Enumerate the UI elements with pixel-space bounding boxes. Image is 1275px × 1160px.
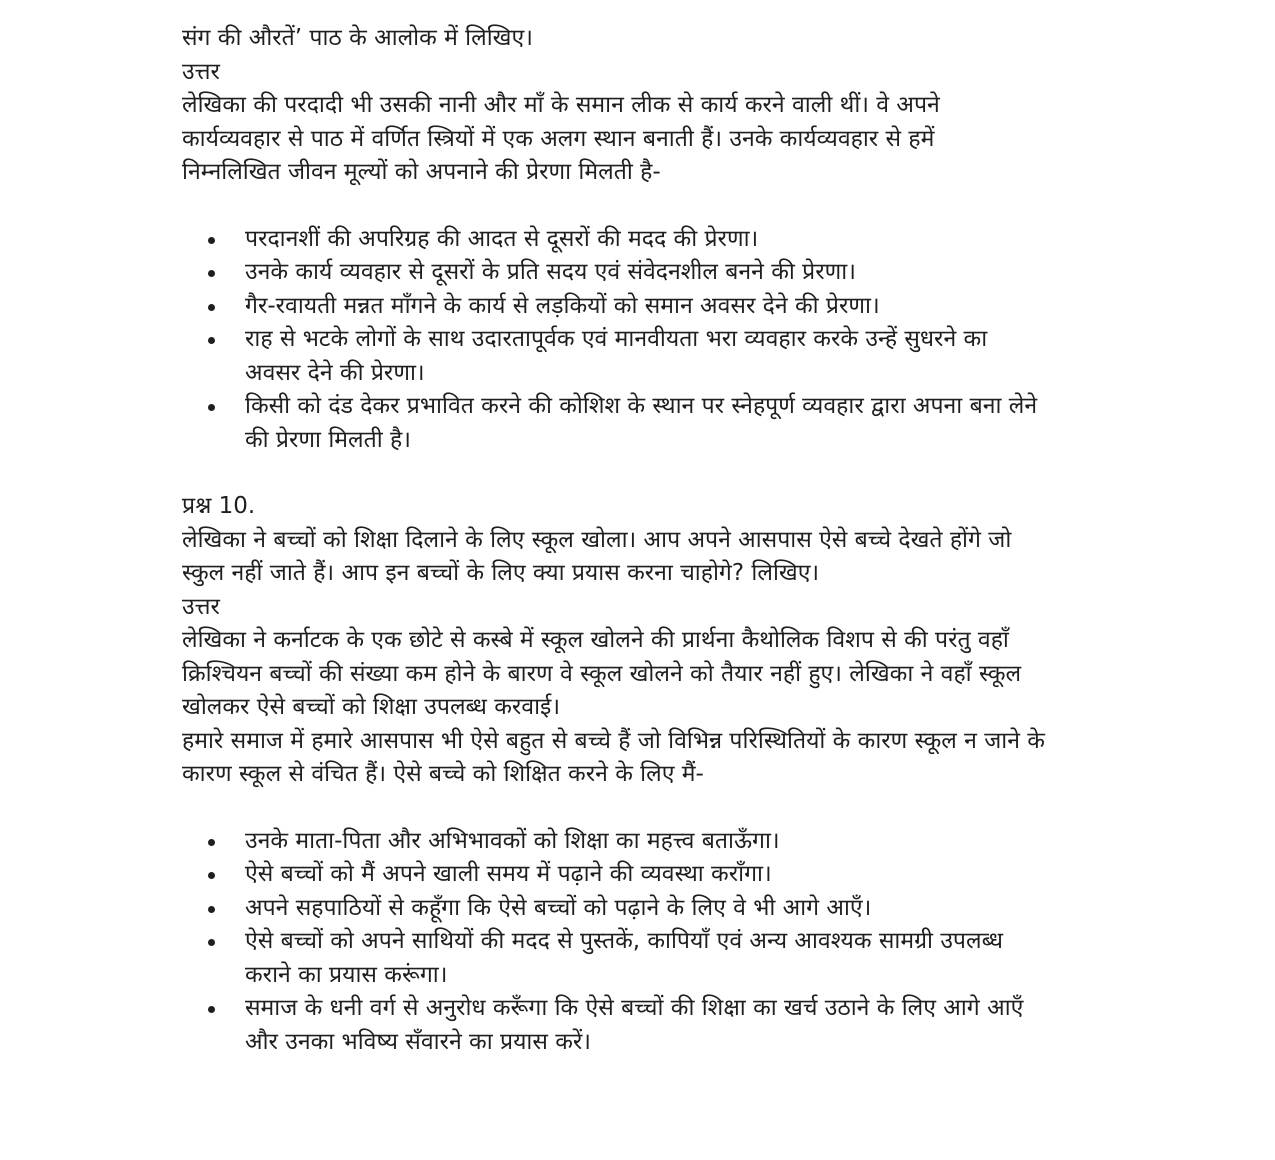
bullet-icon bbox=[208, 906, 215, 913]
bullet-icon bbox=[208, 270, 215, 277]
bullet-icon bbox=[208, 839, 215, 846]
list-item: अपने सहपाठियों से कहूँगा कि ऐसे बच्चों को पढ़ाने के लिए वे भी आगे आएँ। bbox=[182, 892, 1175, 926]
answer-paragraph bbox=[182, 89, 1182, 190]
question-line: स्कुल नहीं जाते हैं। आप इन बच्चों के लिए क्या प्रयास करना चाहोगे? लिखिए। bbox=[182, 560, 820, 586]
document-page bbox=[182, 22, 1182, 1059]
answer-line: कार्यव्यवहार से पाठ में वर्णित स्त्रियों में एक अलग स्थान बनाती हैं। उनके कार्यव्यवहार से हमें bbox=[182, 125, 935, 152]
answer-line: निम्नलिखित जीवन मूल्यों को अपनाने की प्रेरणा मिलती है- bbox=[182, 159, 661, 185]
answer-line: क्रिश्चियन बच्चों की संख्या कम होने के बारण वे स्कूल खोलने को तैयार नहीं हुए। लेखिका ने वहाँ स्कूल bbox=[182, 660, 1022, 687]
values-list bbox=[182, 223, 1182, 458]
answer-line: लेखिका की परदादी भी उसकी नानी और माँ के समान लीक से कार्य करने वाली थीं। वे अपने bbox=[182, 92, 940, 118]
bullet-icon bbox=[208, 404, 215, 411]
bullet-icon bbox=[208, 237, 215, 244]
list-item: राह से भटके लोगों के साथ उदारतापूर्वक एवं मानवीयता भरा व्यवहार करके उन्हें सुधरने का अवसर देने की प्रेरणा। bbox=[182, 323, 1175, 390]
list-item: समाज के धनी वर्ग से अनुरोध करूँगा कि ऐसे बच्चों की शिक्षा का खर्च उठाने के लिए आगे आएँ और उनका भविष्य सँवारने का प्रयास करें। bbox=[182, 992, 1175, 1059]
bullet-icon bbox=[208, 1006, 215, 1013]
bullet-icon bbox=[208, 304, 215, 311]
list-item: परदानशीं की अपरिग्रह की आदत से दूसरों की मदद की प्रेरणा। bbox=[182, 223, 1175, 257]
list-item: ऐसे बच्चों को मैं अपने खाली समय में पढ़ाने की व्यवस्था कराँगा। bbox=[182, 858, 1175, 892]
answer-paragraph bbox=[182, 624, 1182, 792]
bullet-icon bbox=[208, 939, 215, 946]
answer-line: खोलकर ऐसे बच्चों को शिक्षा उपलब्ध करवाई। bbox=[182, 694, 561, 720]
question-line: लेखिका ने बच्चों को शिक्षा दिलाने के लिए स्कूल खोला। आप अपने आसपास ऐसे बच्चे देखते होंगे जो bbox=[182, 526, 1012, 553]
answer-line: कारण स्कूल से वंचित हैं। ऐसे बच्चे को शिक्षित करने के लिए मैं- bbox=[182, 761, 704, 787]
answer-line: लेखिका ने कर्नाटक के एक छोटे से कस्बे में स्कूल खोलने की प्रार्थना कैथोलिक विशप से की परंतु वहाँ bbox=[182, 627, 1009, 653]
answer-label: उत्तर bbox=[182, 58, 220, 85]
list-item: उनके कार्य व्यवहार से दूसरों के प्रति सदय एवं संवेदनशील बनने की प्रेरणा। bbox=[182, 256, 1175, 290]
answer-line: हमारे समाज में हमारे आसपास भी ऐसे बहुत से बच्चे हैं जो विभिन्न परिस्थितियों के कारण स्कूल न जाने के bbox=[182, 727, 1045, 754]
list-item: किसी को दंड देकर प्रभावित करने की कोशिश के स्थान पर स्नेहपूर्ण व्यवहार द्वारा अपना बना लेने की प्रेरणा मिलती है। bbox=[182, 390, 1175, 457]
bullet-icon bbox=[208, 872, 215, 879]
answer-label: उत्तर bbox=[182, 593, 220, 620]
actions-list bbox=[182, 825, 1182, 1060]
bullet-icon bbox=[208, 337, 215, 344]
question-number: प्रश्न 10. bbox=[182, 493, 256, 519]
question-text bbox=[182, 524, 1182, 591]
list-item: उनके माता-पिता और अभिभावकों को शिक्षा का महत्त्व बताऊँगा। bbox=[182, 825, 1175, 859]
list-item: ऐसे बच्चों को अपने साथियों की मदद से पुस्तकें, कापियाँ एवं अन्य आवश्यक सामग्री उपलब्ध कराने का प्रयास करूंगा। bbox=[182, 925, 1175, 992]
list-item: गैर-रवायती मन्नत माँगने के कार्य से लड़कियों को समान अवसर देने की प्रेरणा। bbox=[182, 290, 1175, 324]
question-tail: संग की औरतें’ पाठ के आलोक में लिखिए। bbox=[182, 25, 533, 51]
